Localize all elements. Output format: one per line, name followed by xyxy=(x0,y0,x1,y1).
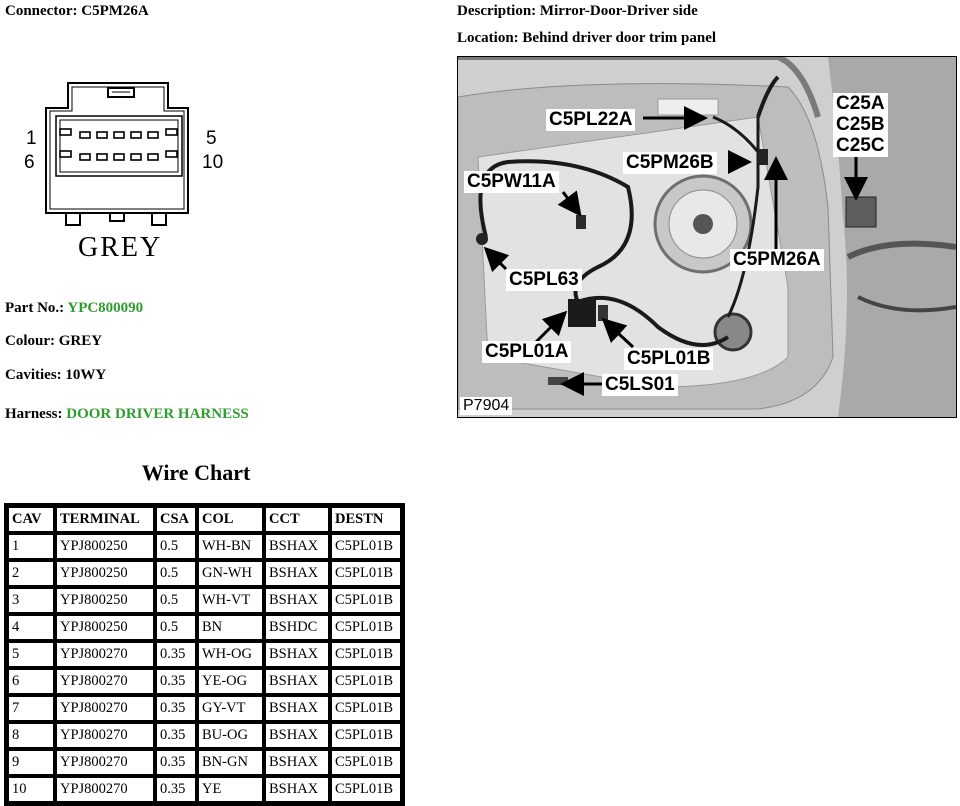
arrow-c5pl63 xyxy=(488,251,506,269)
cell-csa: 0.35 xyxy=(155,668,197,695)
connector-colour-caption: GREY xyxy=(78,232,163,263)
cell-csa: 0.35 xyxy=(155,749,197,776)
table-row xyxy=(7,641,402,668)
header-col: COL xyxy=(197,506,264,533)
cell-col: YE xyxy=(197,776,264,803)
cell-cct: BSHAX xyxy=(264,776,330,803)
cell-cav: 1 xyxy=(7,533,55,560)
harness-label: Harness: xyxy=(5,406,63,422)
callout-c25a: C25A xyxy=(833,93,888,115)
cell-col: GN-WH xyxy=(197,560,264,587)
table-row xyxy=(7,776,402,803)
cell-csa: 0.5 xyxy=(155,587,197,614)
connector-line xyxy=(5,3,149,20)
cell-terminal: YPJ800270 xyxy=(55,641,155,668)
cell-cct: BSHAX xyxy=(264,695,330,722)
arrow-c5pl01b xyxy=(606,322,633,347)
table-row xyxy=(7,533,402,560)
part-no-line xyxy=(5,300,143,317)
cell-cav: 8 xyxy=(7,722,55,749)
cell-cav: 4 xyxy=(7,614,55,641)
pin-label-1: 1 xyxy=(26,128,37,149)
cell-destn: C5PL01B xyxy=(330,587,402,614)
cell-cav: 3 xyxy=(7,587,55,614)
cell-csa: 0.35 xyxy=(155,641,197,668)
callout-c5ls01: C5LS01 xyxy=(602,374,678,396)
cell-col: WH-VT xyxy=(197,587,264,614)
cell-cct: BSHAX xyxy=(264,587,330,614)
header-csa: CSA xyxy=(155,506,197,533)
cell-csa: 0.35 xyxy=(155,776,197,803)
photo-code: P7904 xyxy=(460,397,512,415)
description-line xyxy=(457,3,698,20)
callout-c5pl01a: C5PL01A xyxy=(482,341,571,363)
cell-terminal: YPJ800270 xyxy=(55,695,155,722)
cell-terminal: YPJ800270 xyxy=(55,722,155,749)
location-photo xyxy=(457,56,957,418)
cell-cav: 5 xyxy=(7,641,55,668)
cell-destn: C5PL01B xyxy=(330,641,402,668)
table-row xyxy=(7,614,402,641)
location-line xyxy=(457,30,716,47)
cell-cav: 2 xyxy=(7,560,55,587)
cell-cct: BSHAX xyxy=(264,560,330,587)
description-label: Description: xyxy=(457,3,537,19)
cell-terminal: YPJ800250 xyxy=(55,614,155,641)
cell-terminal: YPJ800250 xyxy=(55,560,155,587)
cavities-line xyxy=(5,367,106,384)
pin-label-5: 5 xyxy=(206,128,217,149)
table-row xyxy=(7,749,402,776)
header-destn: DESTN xyxy=(330,506,402,533)
arrow-c5pw11a xyxy=(563,192,578,212)
cell-terminal: YPJ800250 xyxy=(55,587,155,614)
cell-col: BN-GN xyxy=(197,749,264,776)
cell-destn: C5PL01B xyxy=(330,749,402,776)
cell-csa: 0.35 xyxy=(155,722,197,749)
callout-c5pw11a: C5PW11A xyxy=(464,171,559,193)
callout-c5pm26a: C5PM26A xyxy=(730,249,824,271)
cell-csa: 0.5 xyxy=(155,560,197,587)
cell-destn: C5PL01B xyxy=(330,695,402,722)
colour-value: GREY xyxy=(58,333,103,349)
cell-destn: C5PL01B xyxy=(330,668,402,695)
cell-col: YE-OG xyxy=(197,668,264,695)
header-cav: CAV xyxy=(7,506,55,533)
cell-csa: 0.35 xyxy=(155,695,197,722)
arrow-c5pl01a xyxy=(536,315,563,342)
part-no-label: Part No.: xyxy=(5,300,65,316)
cell-destn: C5PL01B xyxy=(330,614,402,641)
pin-label-10: 10 xyxy=(202,152,224,173)
cell-csa: 0.5 xyxy=(155,614,197,641)
connector-label: Connector: xyxy=(5,3,78,19)
cell-col: WH-BN xyxy=(197,533,264,560)
table-row xyxy=(7,668,402,695)
cell-destn: C5PL01B xyxy=(330,776,402,803)
cell-destn: C5PL01B xyxy=(330,533,402,560)
location-label: Location: xyxy=(457,30,519,46)
table-row xyxy=(7,695,402,722)
cell-col: BU-OG xyxy=(197,722,264,749)
callout-c5pm26b: C5PM26B xyxy=(623,152,717,174)
cell-cct: BSHDC xyxy=(264,614,330,641)
callout-c25b: C25B xyxy=(833,114,888,136)
cavities-label: Cavities: xyxy=(5,367,62,383)
cell-cct: BSHAX xyxy=(264,641,330,668)
cell-cct: BSHAX xyxy=(264,749,330,776)
colour-line xyxy=(5,333,102,350)
description-value: Mirror-Door-Driver side xyxy=(539,3,698,19)
harness-link[interactable]: DOOR DRIVER HARNESS xyxy=(66,406,249,422)
callout-c5pl22a: C5PL22A xyxy=(546,109,635,131)
cell-destn: C5PL01B xyxy=(330,560,402,587)
cell-terminal: YPJ800270 xyxy=(55,668,155,695)
callout-c5pl01b: C5PL01B xyxy=(624,348,713,370)
wire-chart-title: Wire Chart xyxy=(141,460,251,485)
cell-cav: 10 xyxy=(7,776,55,803)
callout-c25c: C25C xyxy=(833,135,888,157)
cell-terminal: YPJ800250 xyxy=(55,533,155,560)
cell-cav: 6 xyxy=(7,668,55,695)
connector-value: C5PM26A xyxy=(81,3,149,19)
cell-col: WH-OG xyxy=(197,641,264,668)
wire-chart-table xyxy=(4,503,405,806)
wire-chart-header-row xyxy=(7,506,402,533)
cell-terminal: YPJ800270 xyxy=(55,776,155,803)
part-no-link[interactable]: YPC800090 xyxy=(67,300,144,316)
cell-cct: BSHAX xyxy=(264,533,330,560)
cell-cct: BSHAX xyxy=(264,722,330,749)
header-cct: CCT xyxy=(264,506,330,533)
location-value: Behind driver door trim panel xyxy=(522,30,717,46)
cell-cct: BSHAX xyxy=(264,668,330,695)
cavities-value: 10WY xyxy=(65,367,107,383)
harness-line xyxy=(5,406,249,423)
pin-label-6: 6 xyxy=(24,152,35,173)
cell-cav: 9 xyxy=(7,749,55,776)
cell-destn: C5PL01B xyxy=(330,722,402,749)
cell-cav: 7 xyxy=(7,695,55,722)
cell-csa: 0.5 xyxy=(155,533,197,560)
table-row xyxy=(7,722,402,749)
table-row xyxy=(7,560,402,587)
cell-col: GY-VT xyxy=(197,695,264,722)
cell-terminal: YPJ800270 xyxy=(55,749,155,776)
colour-label: Colour: xyxy=(5,333,55,349)
table-row xyxy=(7,587,402,614)
callout-c5pl63: C5PL63 xyxy=(506,269,582,291)
header-terminal: TERMINAL xyxy=(55,506,155,533)
cell-col: BN xyxy=(197,614,264,641)
